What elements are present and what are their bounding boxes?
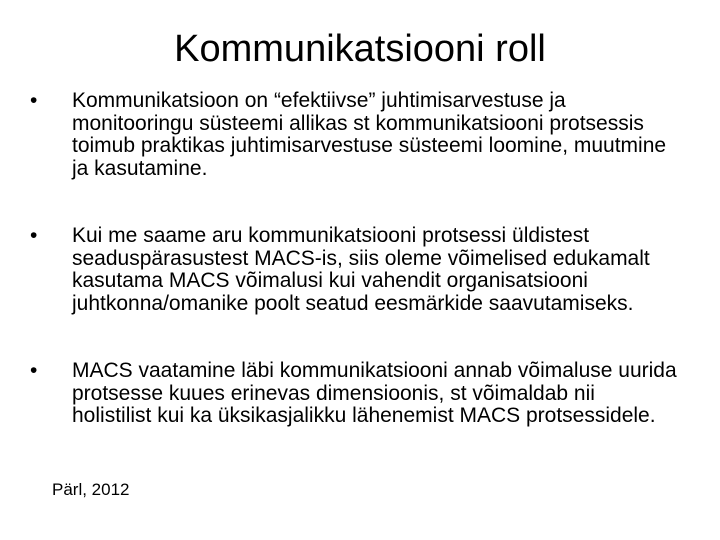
bullet-marker: • (30, 224, 38, 247)
bullet-item (30, 225, 680, 315)
bullet-text: Kommunikatsioon on “efektiivse” juhtimisarvestuse ja monitooringu süsteemi allikas st kommunikatsiooni protsessis toimub praktikas juhtimisarvestuse süsteemi loomine, muutmine ja kasutamine. (72, 89, 667, 180)
bullet-marker: • (30, 359, 38, 382)
bullet-item (30, 90, 680, 180)
bullet-text: MACS vaatamine läbi kommunikatsiooni annab võimaluse uurida protsesse kuues erinevas dimensioonis, st võimaldab nii holistilist kui ka üksikasjalikku lähenemist MACS protsessidele. (72, 359, 677, 427)
bullet-list (30, 90, 680, 428)
bullet-marker: • (30, 89, 38, 112)
bullet-item (30, 360, 680, 428)
footer-citation: Pärl, 2012 (52, 480, 130, 499)
bullet-text: Kui me saame aru kommunikatsiooni protsessi üldistest seaduspärasustest MACS-is, siis oleme võimelised edukamalt kasutama MACS võimalusi kui vahendit organisatsiooni juhtkonna/omanike poolt seatud eesmärkide saavutamiseks. (72, 224, 650, 315)
slide-title: Kommunikatsiooni roll (174, 28, 546, 70)
